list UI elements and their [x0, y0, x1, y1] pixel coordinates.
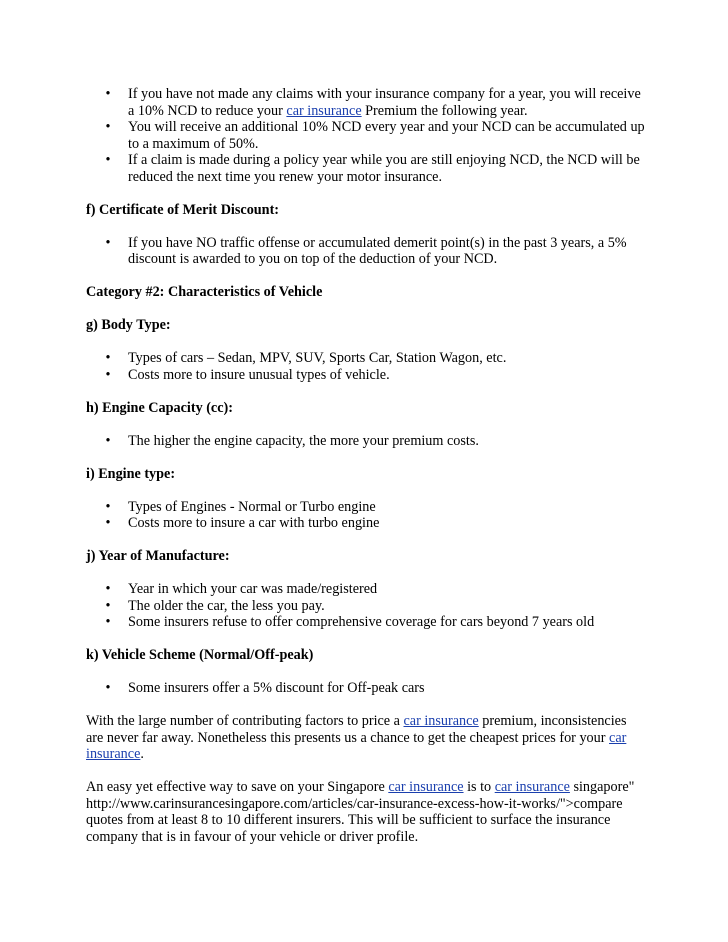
section-heading: j) Year of Manufacture:	[86, 548, 230, 564]
list-item: • You will receive an additional 10% NCD every year and your NCD can be accumulated up to a maximum of 50%.	[86, 119, 646, 152]
bullet-icon: •	[105, 86, 111, 102]
list-item: • Types of Engines - Normal or Turbo engine	[86, 499, 646, 516]
bullet-icon: •	[105, 515, 111, 531]
bullet-icon: •	[105, 119, 111, 135]
ncd-list	[86, 86, 646, 185]
paragraph-compare: An easy yet effective way to save on your Singapore car insurance is to car insurance singapore" http://www.carinsurancesingapore.com/articles/car-insurance-excess-how-it-works/">compare quotes from at least 8 to 10 different insurers. This will be sufficient to surface the insurance company that is in favour of your vehicle or driver profile.	[86, 779, 635, 845]
list-item: • The older the car, the less you pay.	[86, 598, 646, 615]
bullet-icon: •	[105, 597, 111, 614]
car-insurance-link[interactable]: car insurance	[286, 102, 362, 119]
merit-list	[86, 235, 646, 268]
section-heading: k) Vehicle Scheme (Normal/Off-peak)	[86, 647, 314, 663]
list-item: • Some insurers refuse to offer comprehensive coverage for cars beyond 7 years old	[86, 614, 646, 631]
paragraph-factors: With the large number of contributing factors to price a car insurance premium, inconsistencies are never far away. Nonetheless this presents us a chance to get the cheapest prices for your car insurance.	[86, 713, 627, 762]
car-insurance-link[interactable]: car insurance	[86, 729, 627, 762]
car-insurance-link[interactable]: car insurance	[403, 713, 479, 729]
scheme-list	[86, 680, 646, 697]
bullet-icon: •	[105, 350, 111, 366]
section-heading: h) Engine Capacity (cc):	[86, 399, 233, 416]
car-insurance-link[interactable]: car insurance	[388, 779, 464, 795]
list-item: • Year in which your car was made/registered	[86, 581, 646, 598]
list-item: • Types of cars – Sedan, MPV, SUV, Sports Car, Station Wagon, etc.	[86, 350, 646, 367]
bullet-icon: •	[105, 581, 111, 597]
section-heading: f) Certificate of Merit Discount:	[86, 201, 280, 218]
bullet-icon: •	[105, 234, 111, 251]
list-item: • Costs more to insure a car with turbo engine	[86, 515, 646, 532]
list-item: • If you have not made any claims with your insurance company for a year, you will receive a 10% NCD to reduce your car insurance Premium the following year.	[86, 86, 646, 119]
body-type-list	[86, 350, 646, 383]
bullet-icon: •	[105, 432, 111, 449]
bullet-icon: •	[105, 152, 111, 168]
list-item: • The higher the engine capacity, the more your premium costs.	[86, 433, 646, 450]
engine-type-list	[86, 499, 646, 532]
year-list	[86, 581, 646, 631]
section-heading: i) Engine type:	[86, 465, 176, 482]
list-item: • Some insurers offer a 5% discount for Off-peak cars	[86, 680, 646, 697]
list-item: • If a claim is made during a policy year while you are still enjoying NCD, the NCD will be reduced the next time you renew your motor insurance.	[86, 152, 646, 185]
engine-capacity-list	[86, 433, 646, 450]
category-heading: Category #2: Characteristics of Vehicle	[86, 284, 323, 300]
document-page	[86, 86, 646, 845]
bullet-icon: •	[105, 498, 111, 515]
list-item: • If you have NO traffic offense or accumulated demerit point(s) in the past 3 years, a 5% discount is awarded to you on top of the deduction of your NCD.	[86, 235, 646, 268]
bullet-icon: •	[105, 366, 111, 383]
list-item: • Costs more to insure unusual types of vehicle.	[86, 367, 646, 384]
bullet-icon: •	[105, 680, 111, 696]
bullet-icon: •	[105, 614, 111, 630]
car-insurance-link[interactable]: car insurance	[494, 779, 570, 795]
section-heading: g) Body Type:	[86, 317, 171, 333]
